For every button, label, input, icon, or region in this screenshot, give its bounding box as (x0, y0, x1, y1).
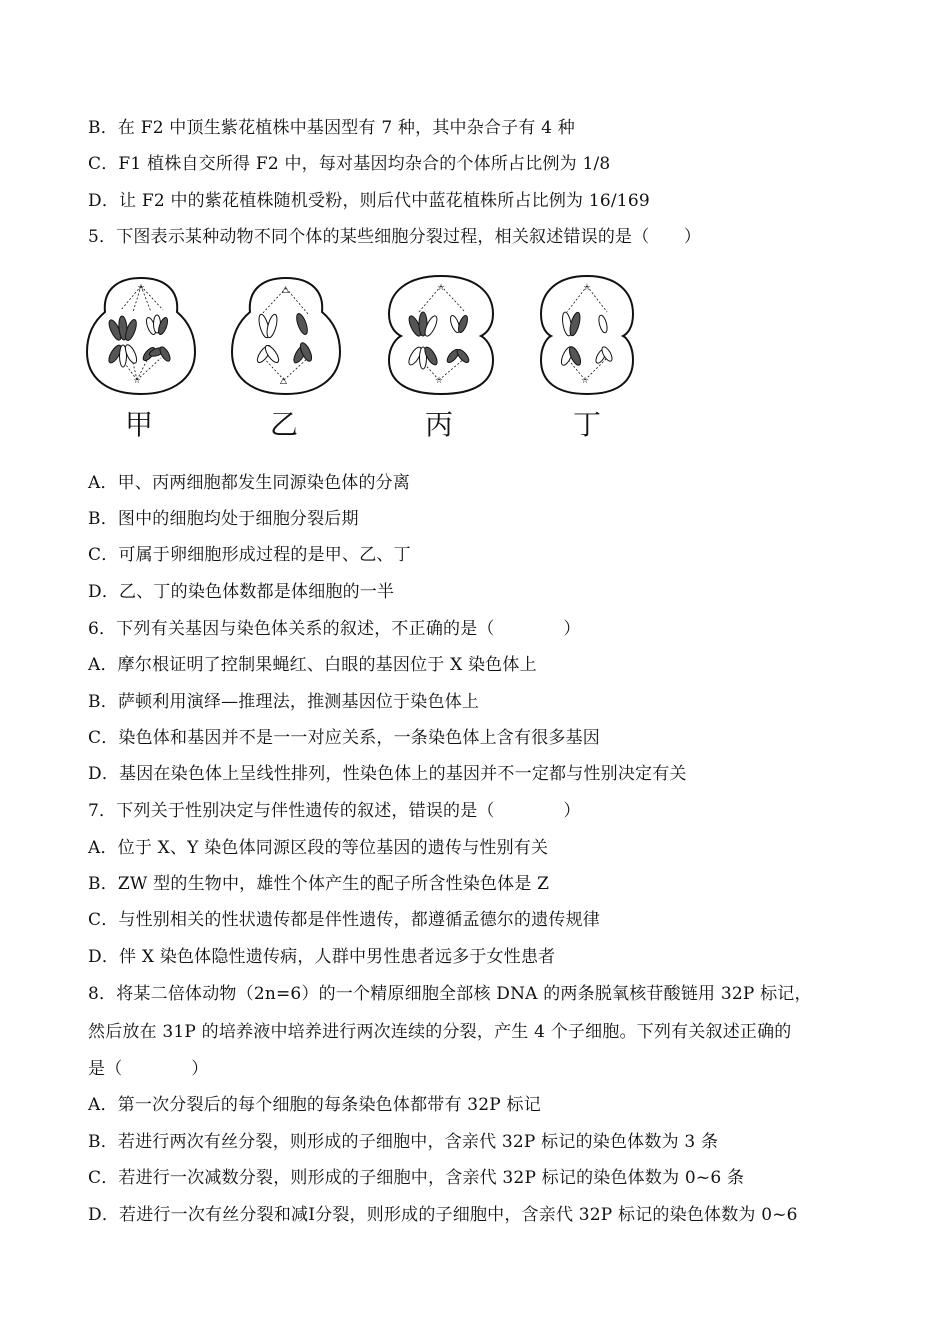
question-8-line-2: 然后放在 31P 的培养液中培养进行两次连续的分裂，产生 4 个子细胞。下列有关叙述正确的 (88, 1022, 792, 1042)
question-8-line-1: 8．将某二倍体动物（2n=6）的一个精原细胞全部核 DNA 的两条脱氧核苷酸链用 32P 标记， (88, 984, 812, 1004)
question-5: 5．下图表示某种动物不同个体的某些细胞分裂过程，相关叙述错误的是（ ） (88, 227, 702, 247)
option-8a: A．第一次分裂后的每个细胞的每条染色体都带有 32P 标记 (88, 1095, 541, 1115)
cell-yi-drawing (230, 270, 342, 400)
svg-text:☆: ☆ (137, 283, 146, 293)
option-5c: C．可属于卵细胞形成过程的是甲、乙、丁 (88, 545, 411, 565)
cell-label-yi: 乙 (269, 408, 298, 441)
option-6c: C．染色体和基因并不是一一对应关系，一条染色体上含有很多基因 (88, 728, 601, 748)
svg-text:△: △ (280, 376, 287, 386)
option-7d: D．伴 X 染色体隐性遗传病，人群中男性患者远多于女性患者 (88, 947, 556, 967)
option-8b: B．若进行两次有丝分裂，则形成的子细胞中，含亲代 32P 标记的染色体数为 3 条 (88, 1132, 719, 1152)
option-5d: D．乙、丁的染色体数都是体细胞的一半 (88, 582, 395, 602)
option-7b: B．ZW 型的生物中，雄性个体产生的配子所含性染色体是 Z (88, 874, 550, 894)
option-4d: D．让 F2 中的紫花植株随机受粉，则后代中蓝花植株所占比例为 16/169 (88, 191, 650, 211)
question-6: 6．下列有关基因与染色体关系的叙述，不正确的是（ ） (88, 619, 581, 639)
cell-label-ding: 丁 (572, 408, 601, 441)
option-8d: D．若进行一次有丝分裂和减Ⅰ分裂，则形成的子细胞中，含亲代 32P 标记的染色体数为 0~6 (88, 1205, 798, 1225)
cell-bing-drawing (385, 270, 497, 400)
svg-text:☆: ☆ (581, 376, 590, 386)
question-7: 7．下列关于性别决定与伴性遗传的叙述，错误的是（ ） (88, 801, 581, 821)
option-7c: C．与性别相关的性状遗传都是伴性遗传，都遵循孟德尔的遗传规律 (88, 910, 601, 930)
cell-division-figure (85, 270, 645, 450)
option-7a: A．位于 X、Y 染色体同源区段的等位基因的遗传与性别有关 (88, 838, 549, 858)
svg-text:☆: ☆ (435, 376, 444, 386)
svg-text:△: △ (282, 285, 289, 295)
option-4c: C．F1 植株自交所得 F2 中，每对基因均杂合的个体所占比例为 1/8 (88, 154, 611, 174)
option-6a: A．摩尔根证明了控制果蝇红、白眼的基因位于 X 染色体上 (88, 655, 537, 675)
option-5a: A．甲、丙两细胞都发生同源染色体的分离 (88, 473, 411, 493)
cell-yi (230, 270, 342, 441)
option-5b: B．图中的细胞均处于细胞分裂后期 (88, 509, 359, 529)
svg-text:☆: ☆ (583, 283, 592, 293)
cell-label-jia: 甲 (124, 408, 153, 441)
cell-bing (385, 270, 497, 441)
question-8-line-3: 是（ ） (88, 1059, 209, 1079)
svg-text:☆: ☆ (437, 283, 446, 293)
cell-ding-drawing (537, 270, 637, 400)
option-6d: D．基因在染色体上呈线性排列，性染色体上的基因并不一定都与性别决定有关 (88, 764, 687, 784)
option-8c: C．若进行一次减数分裂，则形成的子细胞中，含亲代 32P 标记的染色体数为 0~6 条 (88, 1168, 745, 1188)
cell-jia (85, 270, 197, 441)
svg-text:☆: ☆ (133, 376, 142, 386)
cell-ding (537, 270, 637, 441)
option-4b: B．在 F2 中顶生紫花植株中基因型有 7 种，其中杂合子有 4 种 (88, 118, 575, 138)
option-6b: B．萨顿利用演绎—推理法，推测基因位于染色体上 (88, 692, 480, 712)
cell-label-bing: 丙 (424, 408, 453, 441)
cell-jia-drawing (85, 270, 197, 400)
